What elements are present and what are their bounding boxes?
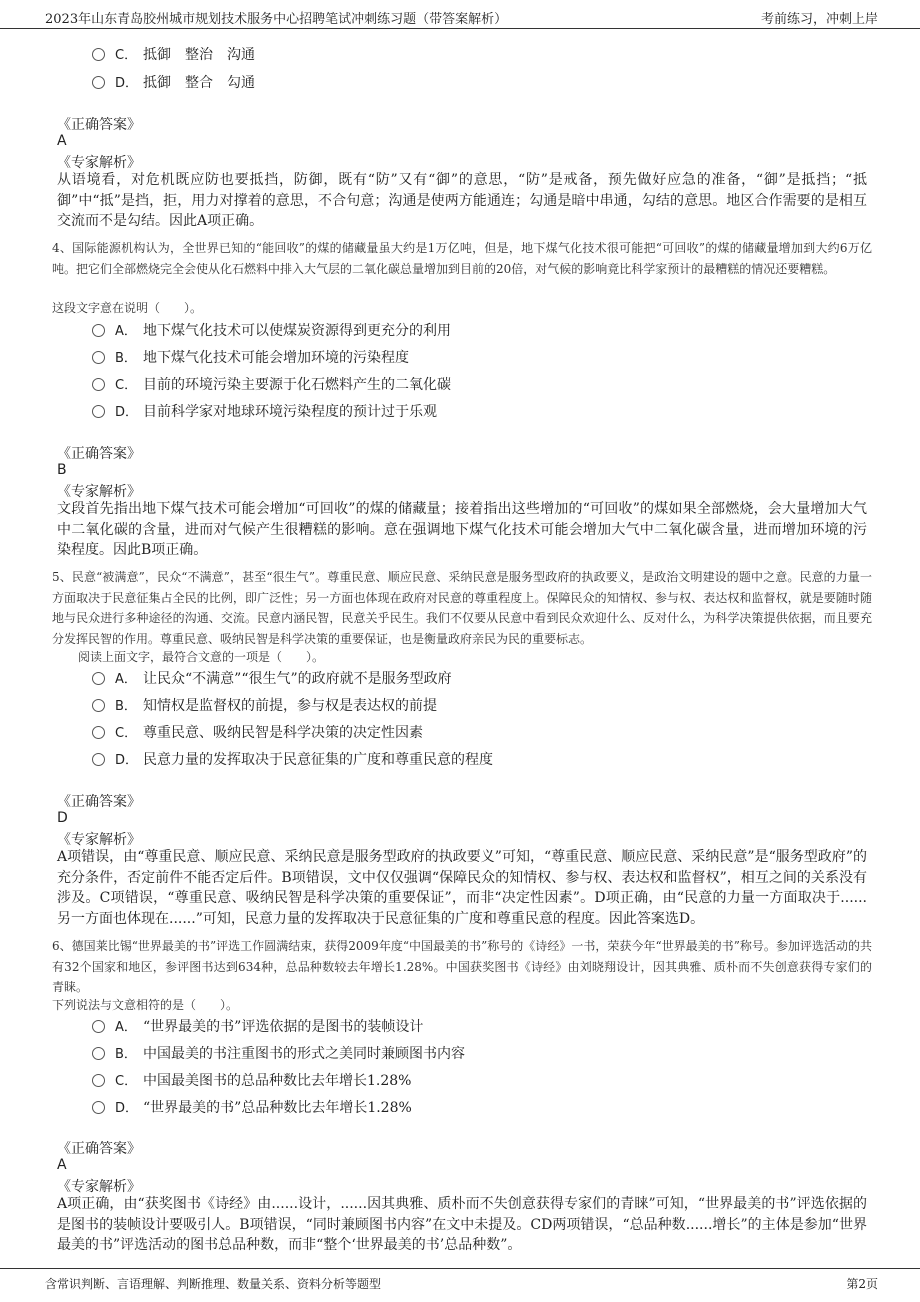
header-slogan: 考前练习，冲刺上岸 — [760, 12, 878, 27]
radio-icon[interactable] — [92, 1074, 105, 1087]
radio-icon[interactable] — [92, 1020, 105, 1033]
q4-stem: 4、国际能源机构认为，全世界已知的“能回收”的煤的储藏量虽大约是1万亿吨，但是，地下煤气化技术很可能把“可回收”的煤的储藏量增加到大约6万亿吨。把它们全部燃烧完全会使从化石燃料中排入大气层的二氧化碳总量增加到目前的20倍，对气候的影响竟比科学家预计的最糟糕的情况还要糟糕。 — [52, 241, 872, 276]
q3-answer: A — [57, 133, 67, 149]
q6-option-c[interactable]: C． 中国最美图书的总品种数比去年增长1.28% — [92, 1070, 411, 1092]
answer-label: 《正确答案》 — [57, 794, 141, 810]
q3-analysis: 从语境看，对危机既应防也要抵挡，防御，既有“防”又有“御”的意思，“防”是戒备，预先做好应急的准备，“御”是抵挡；“抵御”中“抵”是挡，拒，用力对撑着的意思，不合句意；沟通是使两方能通连；勾通是暗中串通，勾结的意思。地区合作需要的是相互交流而不是勾结。因此A项正确。 — [57, 172, 867, 229]
q4-option-a[interactable]: A． 地下煤气化技术可以使煤炭资源得到更充分的利用 — [92, 320, 451, 342]
q5-option-d[interactable]: D． 民意力量的发挥取决于民意征集的广度和尊重民意的程度 — [92, 749, 493, 771]
analysis-label: 《专家解析》 — [57, 832, 141, 848]
q5-prompt: 阅读上面文字，最符合文意的一项是（ ）。 — [78, 650, 325, 664]
q6-option-a[interactable]: A． “世界最美的书”评选依据的是图书的装帧设计 — [92, 1016, 423, 1038]
q4-prompt: 这段文字意在说明（ ）。 — [52, 301, 203, 315]
page-number: 第2页 — [846, 1277, 878, 1291]
q5-option-b[interactable]: B． 知情权是监督权的前提，参与权是表达权的前提 — [92, 695, 437, 717]
radio-icon[interactable] — [92, 324, 105, 337]
q6-answer: A — [57, 1157, 67, 1173]
page-header — [0, 0, 920, 29]
page-footer — [0, 1268, 920, 1291]
analysis-label: 《专家解析》 — [57, 484, 141, 500]
radio-icon[interactable] — [92, 76, 105, 89]
q5-answer: D — [57, 810, 68, 826]
answer-label: 《正确答案》 — [57, 117, 141, 133]
radio-icon[interactable] — [92, 48, 105, 61]
radio-icon[interactable] — [92, 378, 105, 391]
radio-icon[interactable] — [92, 351, 105, 364]
answer-label: 《正确答案》 — [57, 1141, 141, 1157]
analysis-label: 《专家解析》 — [57, 1179, 141, 1195]
q6-stem: 6、德国莱比锡“世界最美的书”评选工作圆满结束，获得2009年度“中国最美的书”称号的《诗经》一书，荣获今年“世界最美的书”称号。参加评选活动的共有32个国家和地区，参评图书达到634种，总品种数较去年增长1.28%。中国获奖图书《诗经》由刘晓翔设计，因其典雅、质朴而不失创意获得专家们的青睐。 — [52, 939, 872, 994]
radio-icon[interactable] — [92, 405, 105, 418]
q4-option-c[interactable]: C． 目前的环境污染主要源于化石燃料产生的二氧化碳 — [92, 374, 451, 396]
q4-analysis: 文段首先指出地下煤气技术可能会增加“可回收”的煤的储藏量；接着指出这些增加的“可回收”的煤如果全部燃烧，会大量增加大气中二氧化碳的含量，进而对气候产生很糟糕的影响。意在强调地下煤气化技术可能会增加大气中二氧化碳含量，进而增加环境的污染程度。因此B项正确。 — [57, 501, 867, 558]
radio-icon[interactable] — [92, 699, 105, 712]
radio-icon[interactable] — [92, 1101, 105, 1114]
q6-prompt: 下列说法与文意相符的是（ ）。 — [52, 998, 239, 1012]
radio-icon[interactable] — [92, 672, 105, 685]
q5-analysis: A项错误，由“尊重民意、顺应民意、采纳民意是服务型政府的执政要义”可知，“尊重民意、顺应民意、采纳民意”是“服务型政府”的充分条件，否定前件不能否定后件。B项错误，文中仅仅强调“保障民众的知情权、参与权、表达权和监督权”，相互之间的关系没有涉及。C项错误，“尊重民意、吸纳民智是科学决策的重要保证”，而非“决定性因素”。D项正确，由“民意的力量一方面取决于......另一方面也体现在......”可知，民意力量的发挥取决于民意征集的广度和尊重民意的程度。因此答案选D。 — [57, 849, 867, 927]
radio-icon[interactable] — [92, 753, 105, 766]
q4-answer: B — [57, 462, 67, 478]
q5-option-c[interactable]: C． 尊重民意、吸纳民智是科学决策的决定性因素 — [92, 722, 423, 744]
answer-label: 《正确答案》 — [57, 446, 141, 462]
q6-option-b[interactable]: B． 中国最美的书注重图书的形式之美同时兼顾图书内容 — [92, 1043, 465, 1065]
q5-stem: 5、民意“被满意”，民众“不满意”，甚至“很生气”。尊重民意、顺应民意、采纳民意是服务型政府的执政要义，是政治文明建设的题中之意。民意的力量一方面取决于民意征集占全民的比例，即广泛性；另一方面也体现在政府对民意的尊重程度上。保障民众的知情权、参与权、表达权和监督权，就是要随时随地与民众进行多种途径的沟通、交流。民意内涵民智，民意关乎民生。我们不仅要从民意中看到民众欢迎什么、反对什么，为科学决策提供依据，而且要充分发挥民智的作用。尊重民意、吸纳民智是科学决策的重要保证，也是衡量政府亲民为民的重要标志。 — [52, 570, 872, 646]
q3-option-d[interactable]: D． 抵御 整合 勾通 — [92, 72, 255, 94]
analysis-label: 《专家解析》 — [57, 155, 141, 171]
q5-option-a[interactable]: A． 让民众“不满意”“很生气”的政府就不是服务型政府 — [92, 668, 452, 690]
radio-icon[interactable] — [92, 726, 105, 739]
q3-option-c[interactable]: C． 抵御 整治 沟通 — [92, 44, 255, 66]
q6-option-d[interactable]: D． “世界最美的书”总品种数比去年增长1.28% — [92, 1097, 412, 1119]
q4-option-b[interactable]: B． 地下煤气化技术可能会增加环境的污染程度 — [92, 347, 409, 369]
radio-icon[interactable] — [92, 1047, 105, 1060]
q4-option-d[interactable]: D． 目前科学家对地球环境污染程度的预计过于乐观 — [92, 401, 437, 423]
document-title: 2023年山东青岛胶州城市规划技术服务中心招聘笔试冲刺练习题（带答案解析） — [45, 12, 508, 27]
q6-analysis: A项正确，由“获奖图书《诗经》由......设计，......因其典雅、质朴而不失创意获得专家们的青睐”可知，“世界最美的书”评选依据的是图书的装帧设计要吸引人。B项错误，“同时兼顾图书内容”在文中未提及。CD两项错误，“总品种数......增长”的主体是参加“世界最美的书”评选活动的图书总品种数，而非“整个‘世界最美的书’总品种数”。 — [57, 1196, 867, 1253]
footer-note: 含常识判断、言语理解、判断推理、数量关系、资料分析等题型 — [45, 1277, 382, 1291]
